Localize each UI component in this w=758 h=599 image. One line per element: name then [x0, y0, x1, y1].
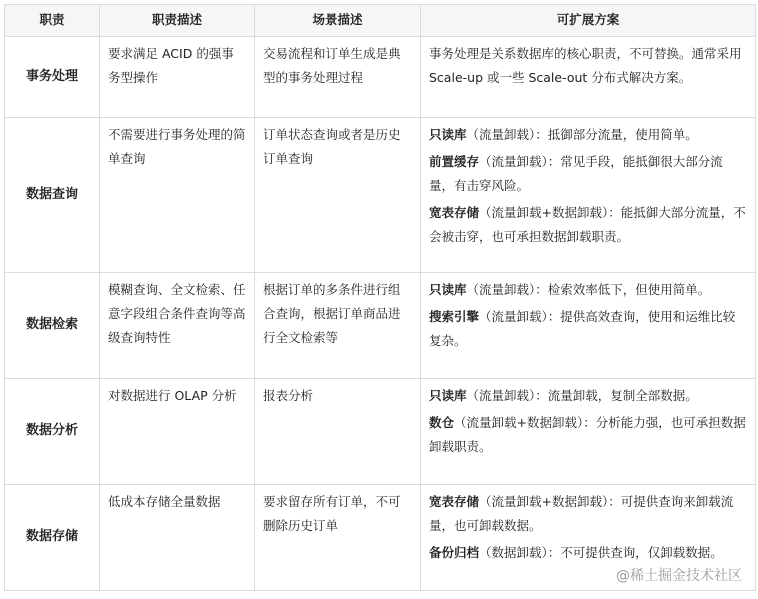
header-scenario: 场景描述	[255, 5, 421, 37]
option-name: 搜索引擎	[429, 309, 480, 324]
option-name: 只读库	[429, 127, 467, 142]
scenario-cell: 根据订单的多条件进行组合查询，根据订单商品进行全文检索等	[255, 273, 421, 379]
option-name: 宽表存储	[429, 494, 480, 509]
table-row	[5, 273, 756, 379]
role-cell: 数据查询	[5, 118, 100, 273]
header-row	[5, 5, 756, 37]
header-description: 职责描述	[100, 5, 255, 37]
table-row	[5, 118, 756, 273]
option-text: （流量卸载+数据卸载）：分析能力强，也可承担数据卸载职责。	[429, 415, 746, 454]
option-text: （流量卸载）：提供高效查询，使用和运维比较复杂。	[429, 309, 736, 348]
header-role: 职责	[5, 5, 100, 37]
options-cell	[421, 37, 756, 118]
option-name: 只读库	[429, 282, 467, 297]
option-text: （数据卸载）：不可提供查询，仅卸载数据。	[479, 545, 723, 560]
option-text: （流量卸载）：流量卸载，复制全部数据。	[466, 388, 698, 403]
option-item	[429, 411, 747, 459]
options-cell	[421, 118, 756, 273]
scenario-cell: 订单状态查询或者是历史订单查询	[255, 118, 421, 273]
option-item	[429, 123, 747, 147]
watermark: @稀土掘金技术社区	[616, 565, 742, 585]
option-text: （流量卸载+数据卸载）：能抵御大部分流量，不会被击穿，也可承担数据卸载职责。	[429, 205, 746, 244]
option-item	[429, 490, 747, 538]
option-item	[429, 278, 747, 302]
description-cell: 低成本存储全量数据	[100, 485, 255, 591]
option-text: （流量卸载+数据卸载）：可提供查询来卸载流量，也可卸载数据。	[429, 494, 734, 533]
option-item	[429, 305, 747, 353]
role-cell: 数据分析	[5, 379, 100, 485]
scenario-cell: 报表分析	[255, 379, 421, 485]
option-item	[429, 384, 747, 408]
option-item	[429, 201, 747, 249]
option-text: （流量卸载）：抵御部分流量，使用简单。	[466, 127, 698, 142]
table-row	[5, 379, 756, 485]
option-item	[429, 42, 747, 90]
description-cell: 不需要进行事务处理的简单查询	[100, 118, 255, 273]
option-name: 只读库	[429, 388, 467, 403]
description-cell: 对数据进行 OLAP 分析	[100, 379, 255, 485]
option-name: 前置缓存	[429, 154, 480, 169]
responsibility-table	[4, 4, 756, 591]
option-item	[429, 150, 747, 198]
option-item	[429, 541, 747, 565]
option-name: 数仓	[429, 415, 455, 430]
scenario-cell: 交易流程和订单生成是典型的事务处理过程	[255, 37, 421, 118]
option-text: （流量卸载）：检索效率低下，但使用简单。	[466, 282, 711, 297]
options-cell	[421, 273, 756, 379]
option-text: 事务处理是关系数据库的核心职责，不可替换。通常采用 Scale-up 或一些 Scale-out 分布式解决方案。	[429, 46, 742, 85]
option-name: 备份归档	[429, 545, 480, 560]
options-cell	[421, 379, 756, 485]
role-cell: 数据存储	[5, 485, 100, 591]
table-row	[5, 37, 756, 118]
description-cell: 要求满足 ACID 的强事务型操作	[100, 37, 255, 118]
description-cell: 模糊查询、全文检索、任意字段组合条件查询等高级查询特性	[100, 273, 255, 379]
role-cell: 数据检索	[5, 273, 100, 379]
option-text: （流量卸载）：常见手段，能抵御很大部分流量，有击穿风险。	[429, 154, 723, 193]
role-cell: 事务处理	[5, 37, 100, 118]
header-scaling-options: 可扩展方案	[421, 5, 756, 37]
scenario-cell: 要求留存所有订单，不可删除历史订单	[255, 485, 421, 591]
option-name: 宽表存储	[429, 205, 480, 220]
